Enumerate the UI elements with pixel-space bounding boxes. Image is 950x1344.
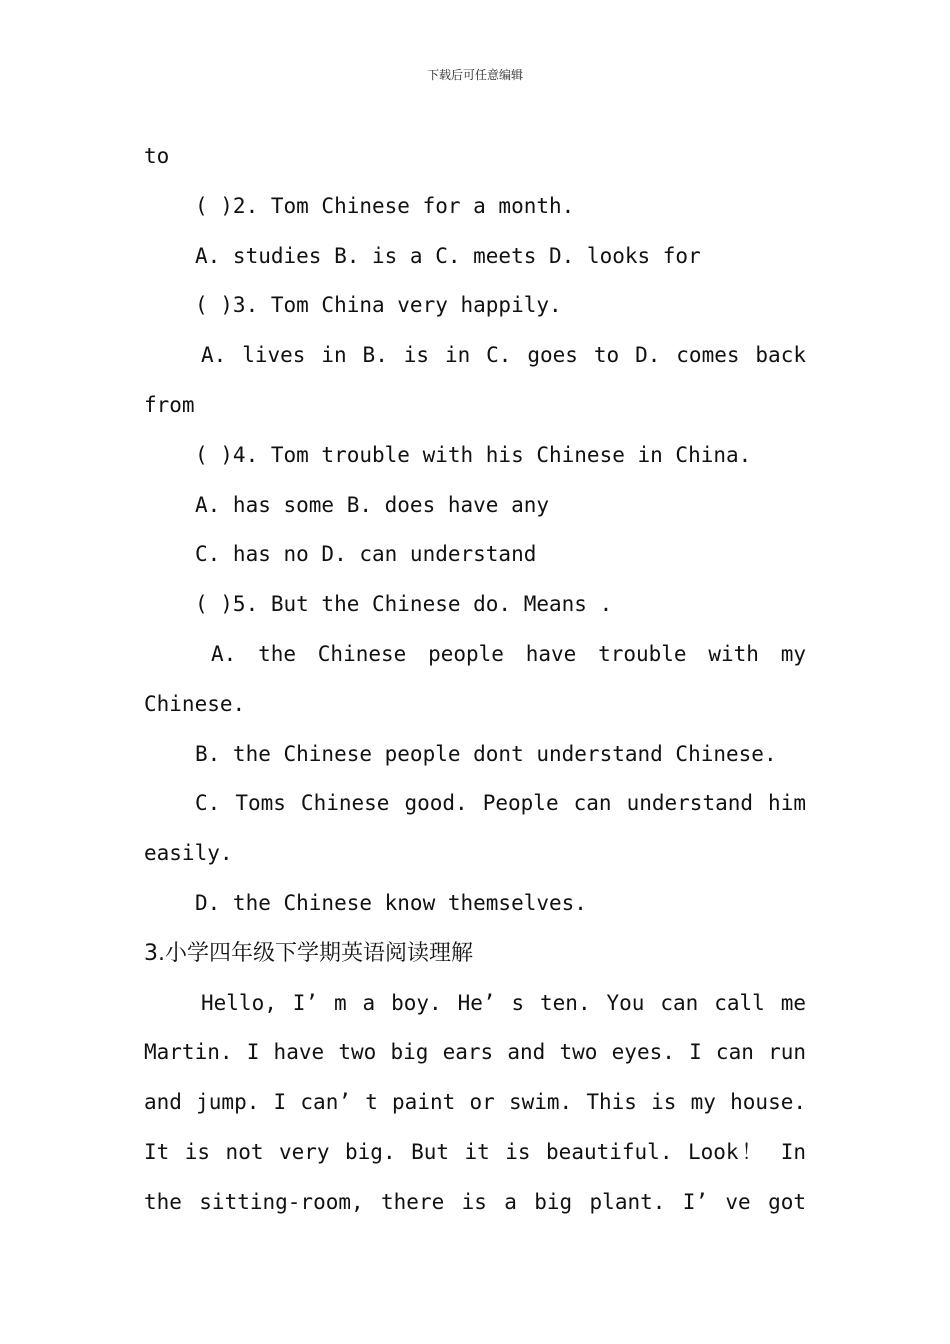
document-body [144,132,806,1228]
text-line: to [144,144,170,168]
passage-line: Martin. I have two big ears and two eyes. I can run [144,1040,806,1065]
question-4-options-cd: C. has no D. can understand [195,542,537,567]
text-line: easily. [144,841,233,866]
question-3: ( )3. Tom China very happily. [195,293,562,318]
question-5-option-c: C. Toms Chinese good. People can understand him [195,791,806,816]
passage-line: the sitting-room, there is a big plant. I’ ve got [144,1189,806,1214]
question-5: ( )5. But the Chinese do. Means . [195,592,613,617]
text-line: from [144,392,195,417]
question-5-option-b: B. the Chinese people dont understand Chinese. [195,741,777,766]
question-4: ( )4. Tom trouble with his Chinese in China. [195,442,752,467]
question-5-option-d: D. the Chinese know themselves. [195,890,587,915]
passage-line: It is not very big. But it is beautiful. Look！ In [144,1139,806,1164]
text-line: Chinese. [144,691,246,716]
question-5-option-a: A. the Chinese people have trouble with my [211,641,806,666]
question-4-options-ab: A. has some B. does have any [195,492,550,517]
passage-line: Hello, I’ m a boy. He’ s ten. You can call me [201,990,806,1015]
question-2: ( )2. Tom Chinese for a month. [195,193,575,218]
page-header: 下载后可任意编辑 [426,68,523,82]
question-3-options: A. lives in B. is in C. goes to D. comes back [201,343,806,368]
section-heading: 3.小学四年级下学期英语阅读理解 [144,940,473,966]
question-2-options: A. studies B. is a C. meets D. looks for [195,243,701,268]
passage-line: and jump. I can’ t paint or swim. This is my house. [144,1090,806,1115]
